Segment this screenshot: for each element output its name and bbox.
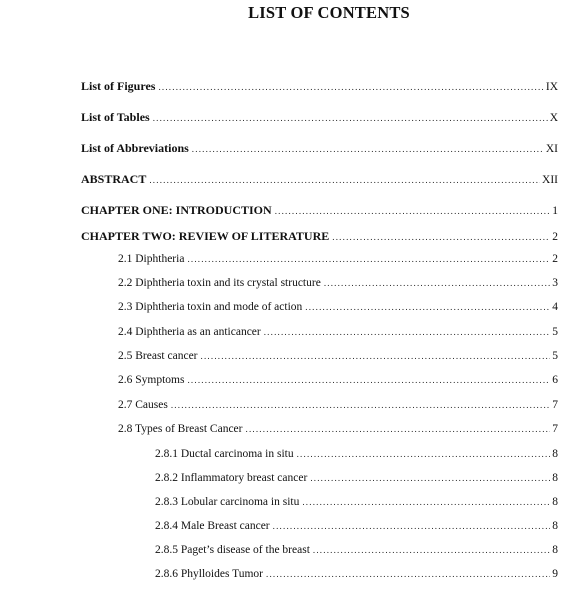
toc-entry [81,78,558,94]
toc-entry-page-number: 2 [552,231,558,243]
toc-entry-page-number: 8 [552,520,558,532]
toc-entry [118,397,558,413]
toc-entry-page-number: 5 [552,350,558,362]
toc-entry-label: 2.8.1 Ductal carcinoma in situ [155,448,294,460]
toc-entry-label: 2.1 Diphtheria [118,253,185,265]
toc-entry-label: ABSTRACT [81,172,147,186]
toc-entry [155,566,558,582]
toc-entry [118,275,558,291]
toc-entry-page-number: 1 [552,205,558,217]
toc-entry [81,202,558,218]
dot-leader [264,324,551,340]
dot-leader [149,172,540,188]
toc-entry [155,446,558,462]
dot-leader [324,275,550,291]
toc-entry [118,421,558,437]
toc-entry-page-number: 7 [552,399,558,411]
toc-entry-label: 2.8 Types of Breast Cancer [118,423,243,435]
toc-entry-page-number: 8 [552,448,558,460]
dot-leader [246,421,551,437]
toc-entry-page-number: XI [545,143,558,155]
toc-entry-page-number: 3 [552,277,558,289]
toc-entry-label: CHAPTER ONE: INTRODUCTION [81,203,272,217]
toc-entry-label: CHAPTER TWO: REVIEW OF LITERATURE [81,229,330,243]
toc-entry-page-number: 2 [552,253,558,265]
dot-leader [310,470,550,486]
toc-entry [118,372,558,388]
toc-entry-label: 2.8.5 Paget’s disease of the breast [155,544,310,556]
toc-entry [118,324,558,340]
toc-entry-label: 2.2 Diphtheria toxin and its crystal structure [118,277,321,289]
toc-entry-page-number: IX [545,81,558,93]
dot-leader [201,348,551,364]
dot-leader [158,79,543,95]
toc-entry [155,518,558,534]
toc-entry-page-number: XII [542,174,558,186]
dot-leader [313,542,550,558]
dot-leader [332,229,550,245]
toc-entry [81,109,558,125]
page-title: LIST OF CONTENTS [248,3,410,22]
toc-entry [155,470,558,486]
toc-entry-page-number: 7 [552,423,558,435]
toc-entry-page-number: 5 [552,326,558,338]
toc-entry [155,494,558,510]
toc-entry-label: 2.8.3 Lobular carcinoma in situ [155,496,300,508]
dot-leader [153,110,548,126]
toc-entry [118,251,558,267]
toc-entry [118,299,558,315]
toc-entry-label: List of Abbreviations [81,141,189,155]
toc-entry-label: 2.8.4 Male Breast cancer [155,520,270,532]
dot-leader [273,518,551,534]
dot-leader [266,566,550,582]
toc-entry [155,542,558,558]
toc-entry-label: 2.3 Diphtheria toxin and mode of action [118,301,303,313]
dot-leader [187,251,550,267]
toc-entry-label: 2.4 Diphtheria as an anticancer [118,326,261,338]
dot-leader [297,446,551,462]
dot-leader [302,494,550,510]
toc-entry-page-number: 4 [552,301,558,313]
toc-entry-page-number: 8 [552,496,558,508]
toc-entry-page-number: 9 [552,568,558,580]
toc-entry-label: 2.7 Causes [118,399,168,411]
toc-entry [81,228,558,244]
toc-entry-label: 2.5 Breast cancer [118,350,198,362]
toc-entry-page-number: 8 [552,544,558,556]
toc-entry-label: 2.6 Symptoms [118,374,185,386]
toc-entry-label: 2.8.2 Inflammatory breast cancer [155,472,308,484]
toc-entry-label: List of Figures [81,79,156,93]
dot-leader [305,299,550,315]
toc-entry-label: 2.8.6 Phylloides Tumor [155,568,263,580]
toc-entry-page-number: 8 [552,472,558,484]
dot-leader [275,203,551,219]
toc-entry-label: List of Tables [81,110,150,124]
dot-leader [171,397,550,413]
toc-entry [118,348,558,364]
toc-entry [81,171,558,187]
toc-entry-page-number: 6 [552,374,558,386]
dot-leader [187,372,550,388]
toc-entry [81,140,558,156]
toc-entry-page-number: X [549,112,558,124]
dot-leader [192,141,544,157]
